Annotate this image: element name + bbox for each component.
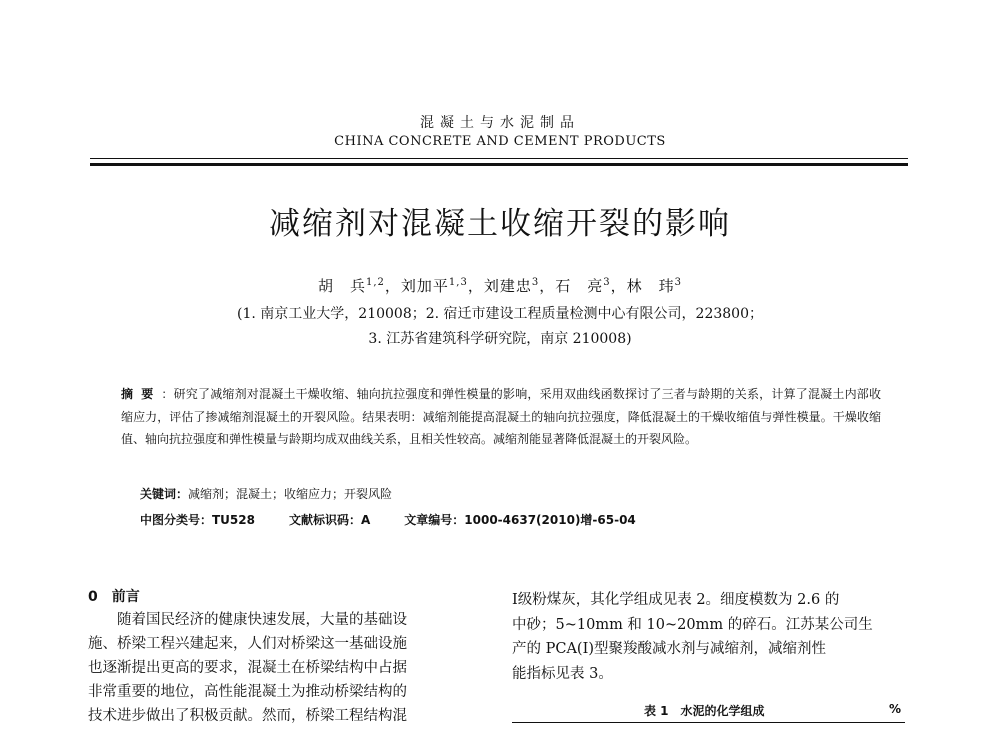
keywords-label: 关键词：	[140, 487, 189, 501]
table-title: 表 1 水泥的化学组成	[644, 704, 765, 718]
abstract-label: 摘要	[121, 387, 162, 401]
article-title: 减缩剂对混凝土收缩开裂的影响	[269, 206, 731, 242]
author-affiliation-mark: 3	[531, 277, 540, 288]
author-affiliation-mark: 3	[603, 277, 611, 288]
clc-number: 中图分类号：TU528	[140, 513, 255, 527]
table-unit: %	[888, 702, 901, 716]
classification-info	[140, 511, 670, 528]
right-column	[512, 588, 905, 686]
journal-name-en: CHINA CONCRETE AND CEMENT PRODUCTS	[334, 134, 666, 149]
author-name: 胡 兵	[317, 277, 366, 295]
body-line: 中砂；5~10mm 和 10~20mm 的碎石。江苏某公司生	[512, 616, 873, 633]
author-name: 林 玮	[626, 277, 675, 295]
keywords-text: 减缩剂；混凝土；收缩应力；开裂风险	[188, 487, 393, 501]
author-affiliation-mark: 1,2	[365, 277, 385, 288]
keywords	[140, 485, 392, 502]
body-line: 产的 PCA(Ⅰ)型聚羧酸减水剂与减缩剂，减缩剂性	[512, 641, 826, 657]
body-line: 施、桥梁工程兴建起来，人们对桥梁这一基础设施	[88, 636, 407, 652]
article-number: 文章编号：1000-4637(2010)增-65-04	[404, 513, 636, 527]
author-affiliation-mark: 1,3	[448, 277, 468, 288]
author-name: 刘加平	[400, 277, 449, 295]
author-name: 刘建忠	[483, 277, 532, 295]
body-line: 随着国民经济的健康快速发展，大量的基础设	[117, 612, 407, 628]
affiliation-line-1: (1. 南京工业大学，210008；2. 宿迁市建设工程质量检测中心有限公司，223800；	[237, 306, 763, 322]
author-affiliation-mark: 3	[674, 277, 683, 288]
document-code: 文献标识码：A	[288, 513, 371, 527]
journal-name-cn: 混凝土与水泥制品	[420, 115, 580, 131]
body-line: 技术进步做出了积极贡献。然而，桥梁工程结构混	[88, 708, 407, 724]
author-list: 胡 兵$^{1,2}$，刘加平$^{1,3}$，刘建忠$^3$，石 亮$^3$，林 玮$^3$	[317, 277, 683, 295]
table-top-rule	[512, 722, 905, 723]
affiliation-line-2: 3. 江苏省建筑科学研究院，南京 210008)	[368, 331, 632, 347]
section-heading: 0 前言	[88, 589, 140, 605]
body-line: Ⅰ级粉煤灰，其化学组成见表 2。细度模数为 2.6 的	[512, 592, 840, 608]
abstract-text: 研究了减缩剂对混凝土干燥收缩、轴向抗拉强度和弹性模量的影响，采用双曲线函数探讨了三者与龄期的关系，计算了混凝土内部收缩应力，评估了掺减缩剂混凝土的开裂风险。结果表明：减缩剂能提高混凝土的轴向抗拉强度，降低混凝土的干燥收缩值与弹性模量。干燥收缩值、轴向抗拉强度和弹性模量与龄期均成双曲线关系，且相关性较高。减缩剂能显著降低混凝土的开裂风险。	[121, 387, 881, 446]
author-name: 石 亮	[555, 277, 604, 295]
abstract: 摘要：研究了减缩剂对混凝土干燥收缩、轴向抗拉强度和弹性模量的影响，采用双曲线函数探讨了三者与龄期的关系，计算了混凝土内部收缩应力，评估了掺减缩剂混凝土的开裂风险。结果表明：减缩剂能提高混凝土的轴向抗拉强度，降低混凝土的干燥收缩值与弹性模量。干燥收缩值、轴向抗拉强度和弹性模量与龄期均成双曲线关系，且相关性较高。减缩剂能显著降低混凝土的开裂风险。	[121, 387, 881, 446]
left-column	[88, 608, 492, 728]
header-rule-thick	[90, 163, 908, 166]
body-line: 能指标见表 3。	[512, 665, 613, 682]
body-line: 也逐渐提出更高的要求，混凝土在桥梁结构中占据	[88, 660, 407, 676]
body-line: 非常重要的地位，高性能混凝土为推动桥梁结构的	[88, 684, 407, 700]
header-rule-thin	[90, 158, 908, 159]
